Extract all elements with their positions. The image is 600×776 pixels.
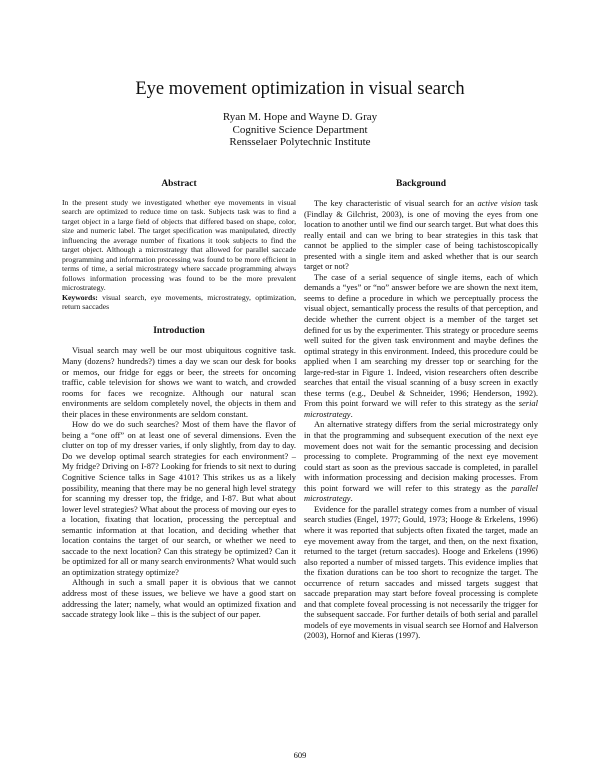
introduction-heading: Introduction <box>153 326 205 337</box>
affiliation-department: Cognitive Science Department <box>232 123 368 136</box>
abstract-text: In the present study we investigated whether eye movements in visual search are optimized to reduce time on task. Subjects task was to find a target object in a large field of objects that differed based on shape, color, size and numeric label. The target specification was manipulated, directly influencing the average number of fixations it took subjects to find the target object. Although a microstrategy that allowed for parallel saccade programming and information processing was found to be more efficient in terms of time, a serial microstrategy where saccade programming always follows information processing was found to be the more prevalent microstrategy. <box>62 198 296 293</box>
bg-p3-text-a: An alternative strategy differs from the serial microstrategy only in that the programming and subsequent execution of the next eye movement does not wait for the semantic processing and decision processing to complete. Programming of the next eye movement could start as soon as the previous saccade is completed, in parallel with information processing and decision making processes. From this point forward we will refer to this strategy as the <box>304 419 538 493</box>
keywords-line <box>62 293 296 312</box>
background-paragraph-1 <box>304 198 538 272</box>
background-paragraph-3 <box>304 419 538 503</box>
intro-paragraph-1: Visual search may well be our most ubiquitous cognitive task. Many (dozens? hundreds?) times a day we scan our desk for books or memos, our fridge for eggs or beer, the streets for oncoming traffic, cable television for shows we want to watch, and crowded rooms for faces we recognize. Although our natural scan environments are seldom completely novel, the objects in them and their places in these environments are seldom constant. <box>62 345 296 419</box>
bg-p3-text-b: . <box>350 493 353 504</box>
intro-paragraph-2: How do we do such searches? Most of them have the flavor of being a “one off” on at least one of several dimensions. Even the clutter on top of my dresser varies, if only slightly, from day to day. Do we develop optimal search strategies for each environment? – My fridge? Driving on I-87? Looking for friends to sit next to during Cognitive Science talks in Sage 4101? This strikes us as a likely possibility, meaning that there may be no general high level strategy for scanning my dresser top, the fridge, and I-87. But what about lower level strategies? What about the process of moving our eyes to a location, fixating that location, processing the perceptual and semantic information at that location, and deciding whether that location contains the target of our search, or whether we need to saccade to the next location? Can this strategy be optimized? Can it be optimized for all or many search environments? What would such an optimization strategy optimize? <box>62 419 296 577</box>
abstract-heading: Abstract <box>161 179 197 189</box>
bg-p1-emphasis: active vision <box>477 198 522 208</box>
keywords-label: Keywords: <box>62 292 98 302</box>
bg-p2-text-b: . <box>350 408 353 419</box>
paper-title: Eye movement optimization in visual search <box>135 79 465 99</box>
background-paragraph-2 <box>304 272 538 420</box>
page-number: 609 <box>293 750 307 760</box>
bg-p1-text-a: The key characteristic of visual search for an <box>314 198 478 208</box>
background-heading: Background <box>396 179 446 189</box>
right-column <box>304 178 538 641</box>
author-block <box>0 111 600 149</box>
keywords-text: visual search, eye movements, microstrategy, optimization, return saccades <box>62 292 297 311</box>
background-paragraph-4: Evidence for the parallel strategy comes from a number of visual search studies (Engel, 1977; Gould, 1973; Hooge & Erkelens, 1996) where it was reported that subjects often fixated the target, made an eye movement away from the target, and then, on the next fixation, returned to the target (return saccades). Hooge and Erkelens (1996) also reported a number of missed targets. This evidence implies that the fixation durations can be too short to recognize the target. The occurrence of return saccades and missed targets suggest that saccade preparation may start before foveal processing is complete and that complete foveal processing is not necessarily the trigger for the subsequent saccade. For further details of both serial and parallel models of eye movements in visual search see Hornof and Halverson (2003), Hornof and Kieras (1997). <box>304 503 538 641</box>
bg-p3-emphasis: parallel microstrategy <box>304 482 538 504</box>
author-names: Ryan M. Hope and Wayne D. Gray <box>222 111 378 123</box>
left-column <box>62 178 296 620</box>
affiliation-institute: Rensselaer Polytechnic Institute <box>229 136 371 148</box>
bg-p1-text-b: task (Findlay & Gilchrist, 2003), is one of moving the eyes from one location to another until we find our search target. But what does this really entail and can we bring to bear strategies in this task that cannot be applied to the simpler case of being tachistoscopically presented with a single item and asked whether that is our search target or not? <box>304 198 539 272</box>
bg-p2-emphasis: serial microstrategy <box>304 398 538 419</box>
intro-paragraph-3: Although in such a small paper it is obvious that we cannot address most of these issues, we believe we have a good start on addressing the later; namely, what would an optimized fixation and saccade strategy look like – this is the subject of our paper. <box>62 577 296 620</box>
bg-p2-text-a: The case of a serial sequence of single items, each of which demands a “yes” or “no” answer before we are shown the next item, seems to define a procedure in which we perceptually process the visual object, semantically process the results of that perception, and decide whether the current object is a member of the target set defined for us by the experimenter. This strategy or procedure seems well suited for the given task environment and maybe defines the optimal strategy in this environment. Indeed, this procedure could be applied when I am searching my dresser top or searching for the large-red-star in Figure 1. Indeed, vision researchers often describe searches that entail the visual scanning of a busy screen in exactly these terms (e.g., Deubel & Schneider, 1996; Henderson, 1992). From this point forward we will refer to this strategy as the <box>304 271 538 409</box>
